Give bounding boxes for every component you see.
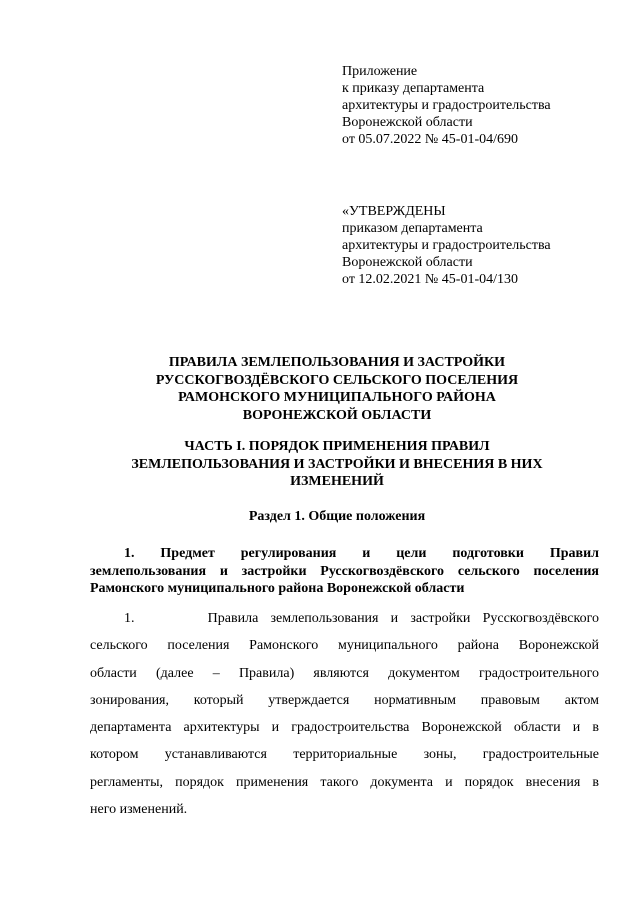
paragraph-line: зонирования, который утверждается нормативным правовым актом [90,692,599,708]
appendix-line: Приложение [342,64,418,79]
document-title [90,354,584,424]
paragraph-line: сельского поселения Рамонского муниципального района Воронежской [90,638,599,654]
paragraph-line: 1. Правила землепользования и застройки Русскогвоздёвского [124,611,599,626]
article-heading-line: землепользования и застройки Русскогвоздёвского сельского поселения [90,563,599,579]
appendix-line: от 05.07.2022 № 45-01-04/690 [342,132,519,147]
approved-line: от 12.02.2021 № 45-01-04/130 [342,272,519,287]
part-title [90,438,584,491]
part-title-line: ЧАСТЬ I. ПОРЯДОК ПРИМЕНЕНИЯ ПРАВИЛ [184,439,490,454]
appendix-block [342,63,602,148]
article-heading [90,545,599,598]
approved-line: «УТВЕРЖДЕНЫ [342,204,446,219]
part-title-line: ИЗМЕНЕНИЙ [290,474,384,489]
approved-block [342,203,602,288]
document-title-line: РАМОНСКОГО МУНИЦИПАЛЬНОГО РАЙОНА [178,390,496,405]
part-title-line: ЗЕМЛЕПОЛЬЗОВАНИЯ И ЗАСТРОЙКИ И ВНЕСЕНИЯ В НИХ [131,456,543,472]
approved-line: архитектуры и градостроительства [342,238,551,253]
appendix-line: к приказу департамента [342,81,485,96]
approved-line: Воронежской области [342,255,473,270]
paragraph-line: него изменений. [90,802,188,818]
paragraph-1 [90,605,599,823]
paragraph-line: котором устанавливаются территориальные зоны, градостроительные [90,747,599,763]
document-title-line: ВОРОНЕЖСКОЙ ОБЛАСТИ [242,407,432,423]
section-title: Раздел 1. Общие положения [248,509,426,524]
appendix-line: Воронежской области [342,115,473,130]
document-title-line: ПРАВИЛА ЗЕМЛЕПОЛЬЗОВАНИЯ И ЗАСТРОЙКИ [168,355,506,370]
paragraph-number: 1. [124,611,135,626]
paragraph-line: регламенты, порядок применения такого документа и порядок внесения в [90,774,599,790]
article-heading-line: Рамонского муниципального района Воронежской области [90,581,465,596]
paragraph-line: департамента архитектуры и градостроительства Воронежской области и в [90,720,599,736]
appendix-line: архитектуры и градостроительства [342,98,551,113]
paragraph-line: области (далее – Правила) являются документом градостроительного [90,665,599,681]
article-heading-line: 1. Предмет регулирования и цели подготовки Правил [124,546,599,561]
approved-line: приказом департамента [342,221,483,236]
document-title-line: РУССКОГВОЗДЁВСКОГО СЕЛЬСКОГО ПОСЕЛЕНИЯ [155,372,519,388]
